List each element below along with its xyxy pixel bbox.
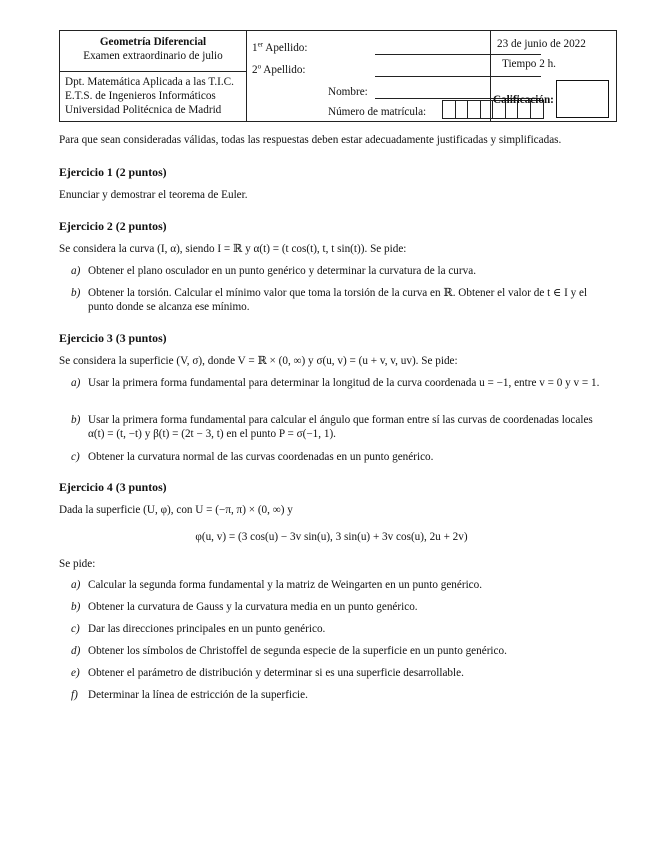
exercise-2-item-b: b) Obtener la torsión. Calcular el mínimo valor que toma la torsión de la curva en ℝ. Obtener el valor de t ∈ I y el punto donde se alcanza ese mínimo. bbox=[71, 287, 588, 313]
exercise-4-formula: φ(u, v) = (3 cos(u) − 3v sin(u), 3 sin(u) + 3v cos(u), 2u + 2v) bbox=[195, 531, 468, 543]
exam-duration: Tiempo 2 h. bbox=[502, 58, 556, 70]
date-grade-cell bbox=[490, 31, 616, 121]
exam-page bbox=[59, 30, 617, 701]
exam-name: Examen extraordinario de julio bbox=[83, 50, 223, 62]
matricula-label: Número de matrícula: bbox=[328, 106, 427, 118]
department-line: Dpt. Matemática Aplicada a las T.I.C. bbox=[65, 76, 234, 88]
exercise-1-title: Ejercicio 1 (2 puntos) bbox=[59, 165, 167, 179]
school-line: E.T.S. de Ingenieros Informáticos bbox=[65, 90, 216, 102]
exercise-4-title: Ejercicio 4 (3 puntos) bbox=[59, 480, 167, 494]
exercise-4-item-b: b) Obtener la curvatura de Gauss y la curvatura media en un punto genérico. bbox=[71, 601, 418, 613]
exercise-3-statement: Se considera la superficie (V, σ), donde V = ℝ × (0, ∞) y σ(u, v) = (u + v, v, uv). Se pide: bbox=[59, 355, 458, 367]
exercise-4-se-pide: Se pide: bbox=[59, 558, 96, 570]
exercise-3-item-a: a) Usar la primera forma fundamental para determinar la longitud de la curva coordenada u = −1, entre v = 0 y v = 1. bbox=[71, 377, 600, 389]
exercise-1-text: Enunciar y demostrar el teorema de Euler. bbox=[59, 189, 248, 201]
apellido2-field: 2$^o$ Apellido: bbox=[252, 62, 306, 76]
course-cell bbox=[60, 35, 246, 63]
exercise-4-item-c: c) Dar las direcciones principales en un punto genérico. bbox=[71, 623, 326, 635]
apellido1-field: 1er Apellido: bbox=[252, 40, 308, 54]
exam-date: 23 de junio de 2022 bbox=[497, 38, 586, 50]
exam-header-table bbox=[59, 30, 617, 122]
header-divider bbox=[60, 71, 246, 72]
exercise-2-item-a: a) Obtener el plano osculador en un punto genérico y determinar la curvatura de la curva. bbox=[71, 265, 476, 277]
exercise-4-item-f: f) Determinar la línea de estricción de la superficie. bbox=[71, 689, 308, 701]
exercise-4-item-d: d) Obtener los símbolos de Christoffel de segunda especie de la superficie en un punto genérico. bbox=[71, 645, 507, 657]
exercise-4-statement: Dada la superficie (U, φ), con U = (−π, π) × (0, ∞) y bbox=[59, 504, 293, 516]
exercise-3-title: Ejercicio 3 (3 puntos) bbox=[59, 331, 167, 345]
course-title: Geometría Diferencial bbox=[99, 36, 207, 48]
university-line: Universidad Politécnica de Madrid bbox=[65, 104, 222, 116]
nombre-label: Nombre: bbox=[328, 86, 368, 98]
exercise-3-item-b: b) Usar la primera forma fundamental para calcular el ángulo que forman entre sí las curvas de coordenadas locales α(t) = (t, −t) y β(t) = (2t − 3, t) en el punto P = σ(−1, 1). bbox=[71, 414, 593, 440]
department-cell bbox=[60, 75, 246, 117]
exercise-4-item-e: e) Obtener el parámetro de distribución y determinar si es una superficie desarrollable. bbox=[71, 667, 464, 679]
instructions: Para que sean consideradas válidas, todas las respuestas deben estar adecuadamente justificadas y simplificadas. bbox=[59, 134, 562, 146]
exercise-3-item-c: c) Obtener la curvatura normal de las curvas coordenadas en un punto genérico. bbox=[71, 451, 434, 463]
exercise-2-statement: Se considera la curva (I, α), siendo I = ℝ y α(t) = (t cos(t), t, t sin(t)). Se pide: bbox=[59, 243, 407, 255]
student-info-cell bbox=[246, 31, 490, 121]
grade-label: Calificación: bbox=[493, 94, 554, 106]
grade-box bbox=[556, 80, 609, 118]
exercise-4-item-a: a) Calcular la segunda forma fundamental y la matriz de Weingarten en un punto genérico. bbox=[71, 579, 483, 591]
exercise-2-title: Ejercicio 2 (2 puntos) bbox=[59, 219, 167, 233]
